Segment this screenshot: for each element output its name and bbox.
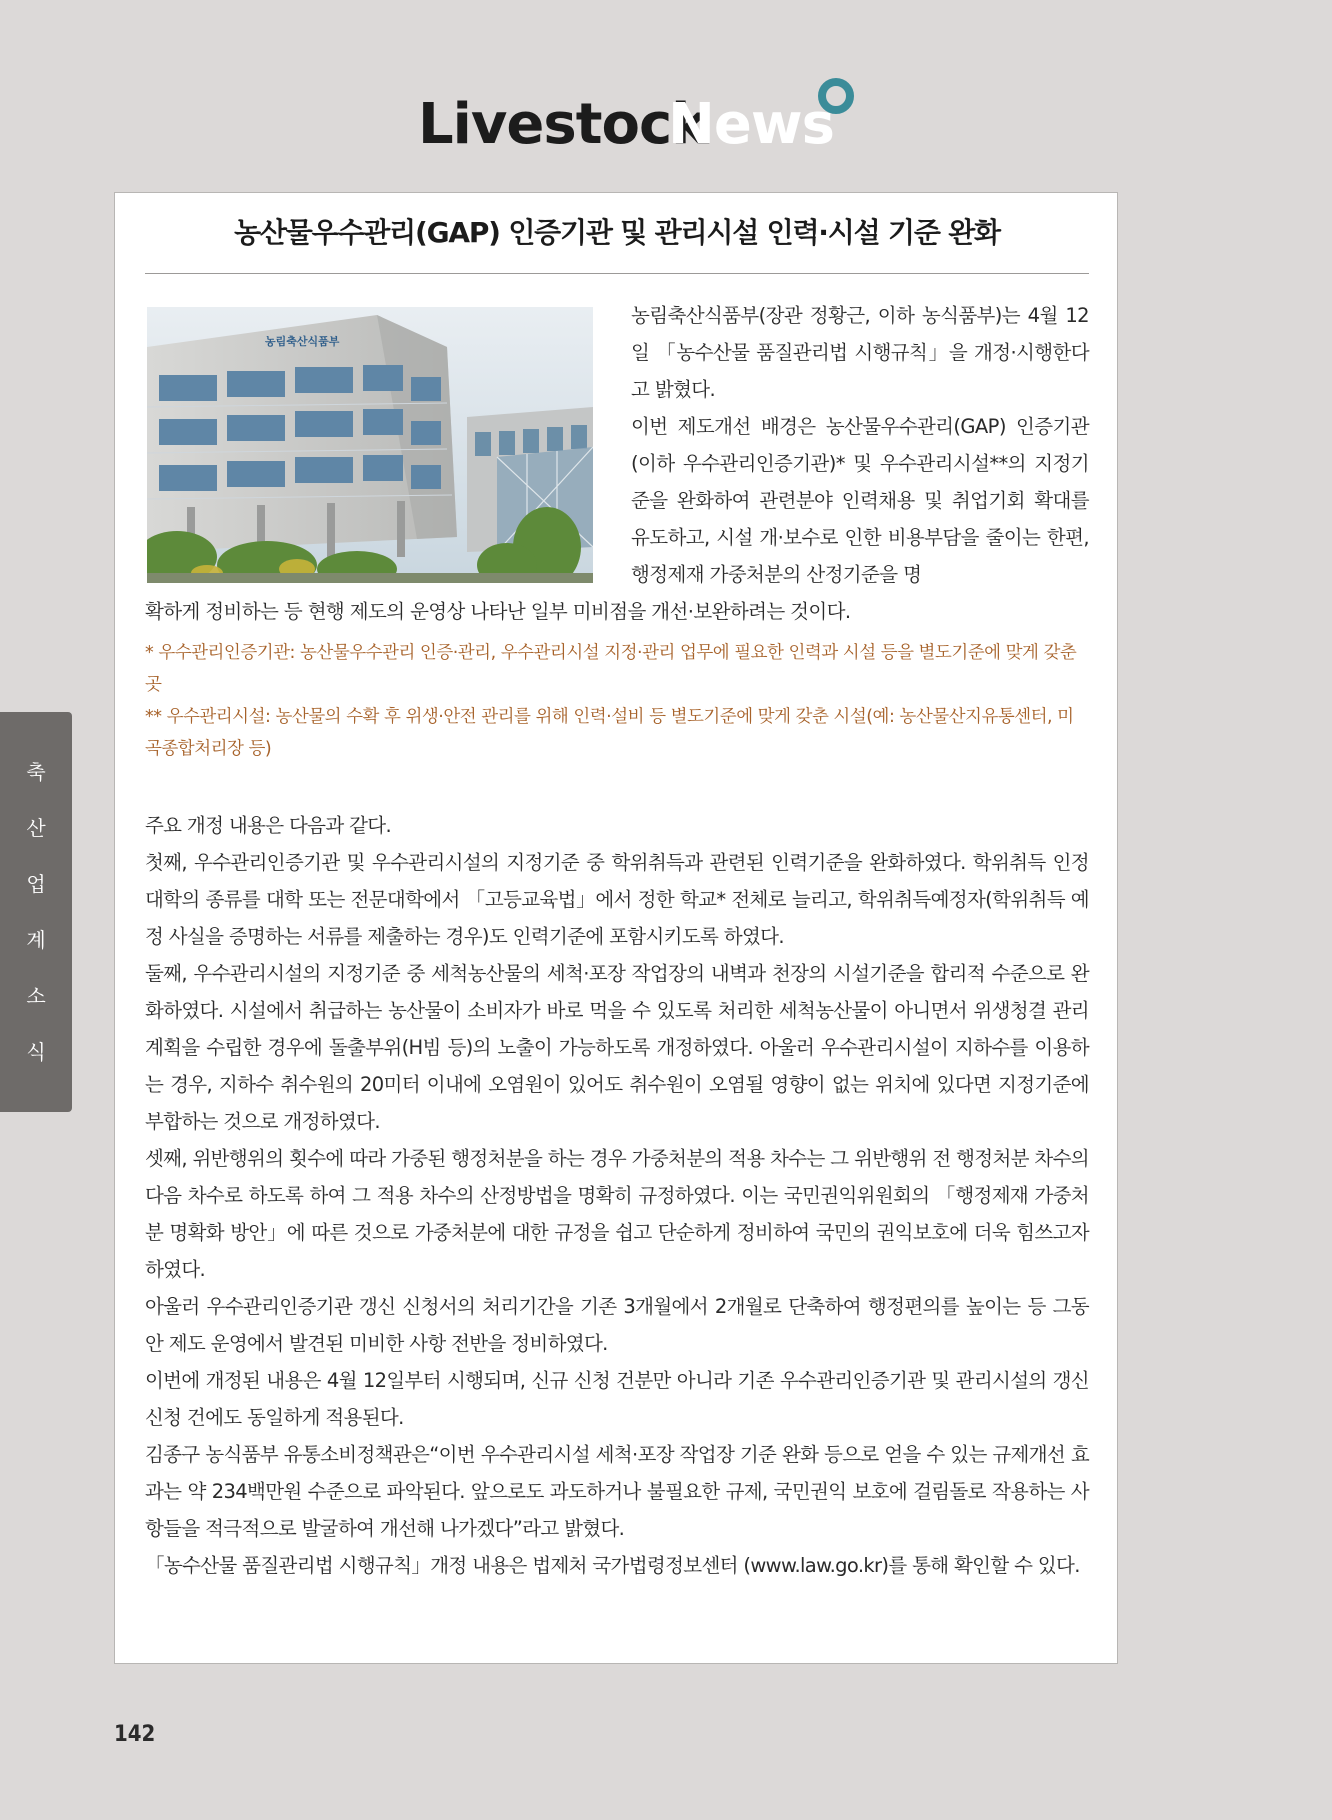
headline-divider <box>145 273 1089 274</box>
building-illustration <box>147 307 593 583</box>
article-headline: 농산물우수관리(GAP) 인증기관 및 관리시설 인력·시설 기준 완화 <box>234 216 1000 249</box>
article-body <box>145 807 1089 1584</box>
building-sign: 농림축산식품부 <box>265 335 340 348</box>
footnote: * 우수관리인증기관: 농산물우수관리 인증·관리, 우수관리시설 지정·관리 업무에 필요한 인력과 시설 등을 별도기준에 맞게 갖춘 곳 <box>145 643 1077 695</box>
masthead-ring-icon <box>818 78 854 114</box>
body-paragraph: 셋째, 위반행위의 횟수에 따라 가중된 행정처분을 하는 경우 가중처분의 적용 차수는 그 위반행위 전 행정처분 차수의 다음 차수로 하도록 하여 그 적용 차수의 산정방법을 명확히 규정하였다. 이는 국민권익위원회의 「행정제재 가중처분 명확화 방안」에 따른 것으로 가중처분에 대한 규정을 쉽고 단순하게 정비하여 국민의 권익보호에 더욱 힘쓰고자 하였다. <box>145 1147 1089 1281</box>
body-paragraph: 아울러 우수관리인증기관 갱신 신청서의 처리기간을 기존 3개월에서 2개월로 단축하여 행정편의를 높이는 등 그동안 제도 운영에서 발견된 미비한 사항 전반을 정비하였다. <box>145 1295 1089 1355</box>
section-tab <box>0 712 72 1112</box>
intro-paragraph: 이번 제도개선 배경은 농산물우수관리(GAP) 인증기관(이하 우수관리인증기관)* 및 우수관리시설**의 지정기준을 완화하여 관련분야 인력채용 및 취업기회 확대를 유도하고, 시설 개·보수로 인한 비용부담을 줄이는 한편, 행정제재 가중처분의 산정기준을 명 <box>631 415 1089 586</box>
footnotes <box>145 637 1089 765</box>
body-paragraph: 둘째, 우수관리시설의 지정기준 중 세척농산물의 세척·포장 작업장의 내벽과 천장의 시설기준을 합리적 수준으로 완화하였다. 시설에서 취급하는 농산물이 소비자가 바로 먹을 수 있도록 처리한 세척농산물이 아니면서 위생청결 관리계획을 수립한 경우에 돌출부위(H빔 등)의 노출이 가능하도록 개정하였다. 아울러 우수관리시설이 지하수를 이용하는 경우, 지하수 취수원의 20미터 이내에 오염원이 있어도 취수원이 오염될 영향이 없는 위치에 있다면 지정기준에 부합하는 것으로 개정하였다. <box>145 962 1089 1133</box>
section-tab-char: 축 <box>26 760 46 784</box>
masthead-livestock: Livestock <box>418 92 708 157</box>
section-tab-char: 계 <box>26 928 46 952</box>
article-card <box>114 192 1118 1664</box>
masthead <box>418 78 898 168</box>
body-paragraph: 김종구 농식품부 유통소비정책관은“이번 우수관리시설 세척·포장 작업장 기준 완화 등으로 얻을 수 있는 규제개선 효과는 약 234백만원 수준으로 파악된다. 앞으로도 과도하거나 불필요한 규제, 국민권익 보호에 걸림돌로 작용하는 사항들을 적극적으로 발굴하여 개선해 나가겠다”라고 밝혔다. <box>145 1443 1089 1540</box>
building-photo <box>147 307 593 583</box>
intro-column <box>631 297 1089 593</box>
body-paragraph: 첫째, 우수관리인증기관 및 우수관리시설의 지정기준 중 학위취득과 관련된 인력기준을 완화하였다. 학위취득 인정 대학의 종류를 대학 또는 전문대학에서 「고등교육법」에서 정한 학교* 전체로 늘리고, 학위취득예정자(학위취득 예정 사실을 증명하는 서류를 제출하는 경우)도 인력기준에 포함시키도록 하였다. <box>145 851 1089 948</box>
body-paragraph: 「농수산물 품질관리법 시행규칙」개정 내용은 법제처 국가법령정보센터 (www.law.go.kr)를 통해 확인할 수 있다. <box>145 1554 1080 1577</box>
section-tab-char: 소 <box>26 984 46 1008</box>
body-paragraph: 주요 개정 내용은 다음과 같다. <box>145 814 391 837</box>
body-paragraph: 이번에 개정된 내용은 4월 12일부터 시행되며, 신규 신청 건분만 아니라 기존 우수관리인증기관 및 관리시설의 갱신 신청 건에도 동일하게 적용된다. <box>145 1369 1089 1429</box>
section-tab-char: 산 <box>26 816 46 840</box>
section-tab-char: 식 <box>26 1040 46 1064</box>
intro-paragraph: 농림축산식품부(장관 정황근, 이하 농식품부)는 4월 12일 「농수산물 품질관리법 시행규칙」을 개정·시행한다고 밝혔다. <box>631 304 1089 401</box>
section-tab-char: 업 <box>26 872 46 896</box>
page-number: 142 <box>114 1722 156 1747</box>
footnote: ** 우수관리시설: 농산물의 수확 후 위생·안전 관리를 위해 인력·설비 등 별도기준에 맞게 갖춘 시설(예: 농산물산지유통센터, 미곡종합처리장 등) <box>145 707 1074 759</box>
intro-continuation: 확하게 정비하는 등 현행 제도의 운영상 나타난 일부 미비점을 개선·보완하려는 것이다. <box>145 600 851 623</box>
masthead-news: News <box>668 92 834 157</box>
